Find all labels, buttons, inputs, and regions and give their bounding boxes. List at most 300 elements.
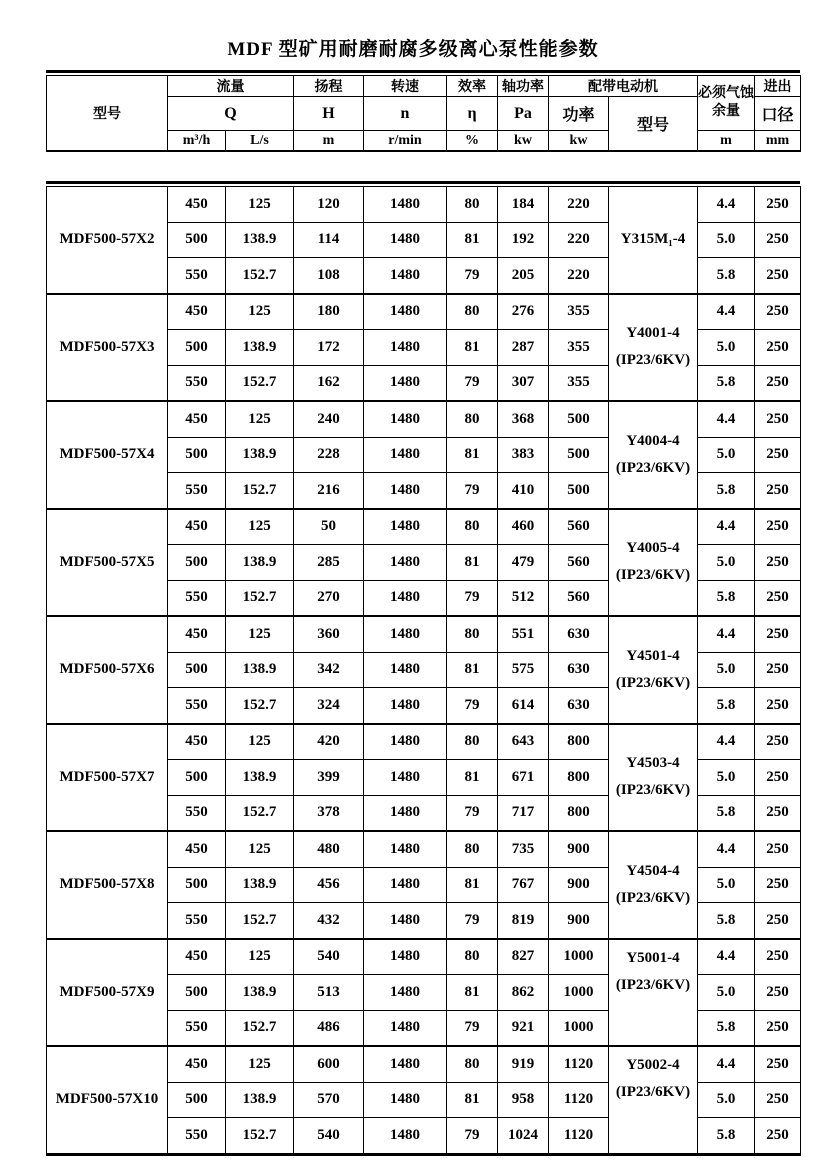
diameter-cell: 250 (755, 1082, 801, 1118)
motor-power-cell: 1120 (549, 1046, 609, 1082)
flow-m3h-cell: 550 (168, 473, 226, 509)
speed-cell: 1480 (364, 580, 447, 616)
col-header-motor-group: 配带电动机 (549, 76, 698, 97)
shaft-power-cell: 383 (498, 437, 549, 473)
shaft-power-cell: 614 (498, 688, 549, 724)
speed-cell: 1480 (364, 903, 447, 939)
efficiency-cell: 79 (447, 1118, 498, 1155)
shaft-power-cell: 287 (498, 330, 549, 366)
flow-ls-cell: 152.7 (226, 1118, 294, 1155)
speed-cell: 1480 (364, 724, 447, 760)
unit-flow-ls: L/s (226, 131, 294, 152)
symbol-speed-n: n (364, 97, 447, 131)
npsh-cell: 5.8 (698, 365, 755, 401)
unit-efficiency-pct: % (447, 131, 498, 152)
speed-cell: 1480 (364, 473, 447, 509)
diameter-cell: 250 (755, 652, 801, 688)
unit-flow-m3h: m³/h (168, 131, 226, 152)
flow-m3h-cell: 450 (168, 294, 226, 330)
head-cell: 360 (294, 616, 364, 652)
efficiency-cell: 80 (447, 831, 498, 867)
efficiency-cell: 79 (447, 795, 498, 831)
speed-cell: 1480 (364, 294, 447, 330)
diameter-cell: 250 (755, 616, 801, 652)
col-header-pump-model: 型号 (47, 76, 168, 152)
data-table-top-rule (46, 181, 800, 1156)
diameter-cell: 250 (755, 294, 801, 330)
flow-m3h-cell: 500 (168, 760, 226, 796)
flow-m3h-cell: 550 (168, 795, 226, 831)
efficiency-cell: 80 (447, 187, 498, 223)
flow-ls-cell: 152.7 (226, 258, 294, 294)
motor-model-line: Y315M₁-4 (620, 231, 686, 248)
flow-m3h-cell: 550 (168, 580, 226, 616)
pump-data-row (47, 1046, 801, 1082)
header-table (46, 75, 801, 152)
npsh-cell: 4.4 (698, 1046, 755, 1082)
flow-ls-cell: 152.7 (226, 365, 294, 401)
motor-power-cell: 560 (549, 580, 609, 616)
head-cell: 480 (294, 831, 364, 867)
symbol-head-h: H (294, 97, 364, 131)
motor-model-line: (IP23/6KV) (615, 1084, 691, 1100)
motor-model-line: Y4503-4 (626, 755, 680, 772)
efficiency-cell: 79 (447, 258, 498, 294)
speed-cell: 1480 (364, 187, 447, 223)
speed-cell: 1480 (364, 365, 447, 401)
flow-m3h-cell: 500 (168, 437, 226, 473)
flow-ls-cell: 125 (226, 724, 294, 760)
speed-cell: 1480 (364, 258, 447, 294)
motor-power-cell: 220 (549, 258, 609, 294)
diameter-cell: 250 (755, 473, 801, 509)
shaft-power-cell: 827 (498, 939, 549, 975)
flow-m3h-cell: 500 (168, 867, 226, 903)
unit-head-m: m (294, 131, 364, 152)
head-cell: 180 (294, 294, 364, 330)
motor-power-cell: 1000 (549, 1010, 609, 1046)
npsh-cell: 5.0 (698, 330, 755, 366)
npsh-cell: 5.0 (698, 222, 755, 258)
shaft-power-cell: 717 (498, 795, 549, 831)
flow-ls-cell: 125 (226, 831, 294, 867)
speed-cell: 1480 (364, 975, 447, 1011)
motor-model-line: (IP23/6KV) (615, 567, 691, 584)
motor-power-cell: 560 (549, 545, 609, 581)
motor-power-cell: 900 (549, 831, 609, 867)
flow-m3h-cell: 550 (168, 258, 226, 294)
shaft-power-cell: 919 (498, 1046, 549, 1082)
motor-model-line: (IP23/6KV) (615, 352, 691, 369)
col-header-inlet-outlet-line1: 进出 (755, 76, 801, 97)
shaft-power-cell: 551 (498, 616, 549, 652)
efficiency-cell: 79 (447, 365, 498, 401)
pump-data-row (47, 187, 801, 223)
speed-cell: 1480 (364, 831, 447, 867)
pump-model-cell: MDF500-57X3 (47, 294, 168, 402)
motor-model-cell (609, 724, 698, 832)
head-cell: 162 (294, 365, 364, 401)
head-cell: 108 (294, 258, 364, 294)
efficiency-cell: 81 (447, 222, 498, 258)
flow-ls-cell: 125 (226, 187, 294, 223)
motor-model-line: (IP23/6KV) (615, 889, 691, 906)
flow-ls-cell: 152.7 (226, 688, 294, 724)
motor-model-line: Y5001-4 (626, 949, 680, 966)
npsh-cell: 4.4 (698, 831, 755, 867)
motor-model-cell (609, 831, 698, 939)
diameter-cell: 250 (755, 831, 801, 867)
shaft-power-cell: 307 (498, 365, 549, 401)
speed-cell: 1480 (364, 1046, 447, 1082)
npsh-cell: 4.4 (698, 724, 755, 760)
motor-model-cell (609, 401, 698, 509)
speed-cell: 1480 (364, 1082, 447, 1118)
shaft-power-cell: 276 (498, 294, 549, 330)
pump-model-cell: MDF500-57X10 (47, 1046, 168, 1154)
pump-table-body (47, 187, 801, 1155)
flow-m3h-cell: 450 (168, 724, 226, 760)
efficiency-cell: 80 (447, 724, 498, 760)
shaft-power-cell: 460 (498, 509, 549, 545)
motor-power-cell: 500 (549, 473, 609, 509)
diameter-cell: 250 (755, 795, 801, 831)
diameter-cell: 250 (755, 580, 801, 616)
diameter-cell: 250 (755, 688, 801, 724)
pump-model-cell: MDF500-57X7 (47, 724, 168, 832)
npsh-cell: 5.0 (698, 867, 755, 903)
flow-ls-cell: 138.9 (226, 867, 294, 903)
diameter-cell: 250 (755, 724, 801, 760)
flow-ls-cell: 138.9 (226, 652, 294, 688)
npsh-cell: 5.8 (698, 1118, 755, 1155)
flow-ls-cell: 138.9 (226, 975, 294, 1011)
npsh-cell: 5.8 (698, 688, 755, 724)
diameter-cell: 250 (755, 939, 801, 975)
motor-power-cell: 560 (549, 509, 609, 545)
motor-power-cell: 355 (549, 294, 609, 330)
npsh-cell: 4.4 (698, 939, 755, 975)
shaft-power-cell: 192 (498, 222, 549, 258)
flow-ls-cell: 125 (226, 294, 294, 330)
speed-cell: 1480 (364, 939, 447, 975)
shaft-power-cell: 368 (498, 401, 549, 437)
pump-data-row (47, 831, 801, 867)
motor-power-cell: 900 (549, 867, 609, 903)
efficiency-cell: 79 (447, 903, 498, 939)
flow-ls-cell: 138.9 (226, 222, 294, 258)
head-cell: 324 (294, 688, 364, 724)
speed-cell: 1480 (364, 1010, 447, 1046)
unit-npsh-m: m (698, 131, 755, 152)
diameter-cell: 250 (755, 187, 801, 223)
flow-m3h-cell: 450 (168, 616, 226, 652)
npsh-cell: 5.8 (698, 473, 755, 509)
head-cell: 50 (294, 509, 364, 545)
flow-m3h-cell: 450 (168, 831, 226, 867)
header-table-top-rule (46, 70, 800, 152)
npsh-cell: 4.4 (698, 509, 755, 545)
motor-power-cell: 1000 (549, 939, 609, 975)
efficiency-cell: 81 (447, 652, 498, 688)
shaft-power-cell: 410 (498, 473, 549, 509)
motor-power-cell: 355 (549, 365, 609, 401)
diameter-cell: 250 (755, 1010, 801, 1046)
motor-power-cell: 800 (549, 724, 609, 760)
efficiency-cell: 79 (447, 580, 498, 616)
symbol-efficiency-eta: η (447, 97, 498, 131)
flow-ls-cell: 138.9 (226, 545, 294, 581)
diameter-cell: 250 (755, 365, 801, 401)
motor-power-cell: 220 (549, 187, 609, 223)
flow-m3h-cell: 550 (168, 365, 226, 401)
motor-model-cell (609, 1046, 698, 1154)
col-header-speed: 转速 (364, 76, 447, 97)
motor-model-line: Y4504-4 (626, 862, 680, 879)
page-title: MDF 型矿用耐磨耐腐多级离心泵性能参数 (227, 39, 599, 60)
speed-cell: 1480 (364, 222, 447, 258)
shaft-power-cell: 1024 (498, 1118, 549, 1155)
head-cell: 240 (294, 401, 364, 437)
npsh-cell: 5.8 (698, 795, 755, 831)
pump-data-row (47, 939, 801, 975)
efficiency-cell: 81 (447, 437, 498, 473)
shaft-power-cell: 575 (498, 652, 549, 688)
head-cell: 270 (294, 580, 364, 616)
npsh-cell: 4.4 (698, 294, 755, 330)
motor-power-cell: 1000 (549, 975, 609, 1011)
col-header-inlet-outlet-line2: 口径 (755, 97, 801, 131)
head-cell: 486 (294, 1010, 364, 1046)
flow-ls-cell: 125 (226, 509, 294, 545)
flow-ls-cell: 152.7 (226, 795, 294, 831)
motor-power-cell: 800 (549, 760, 609, 796)
flow-ls-cell: 125 (226, 616, 294, 652)
flow-m3h-cell: 450 (168, 509, 226, 545)
shaft-power-cell: 184 (498, 187, 549, 223)
unit-shaft-power-kw: kw (498, 131, 549, 152)
flow-ls-cell: 152.7 (226, 473, 294, 509)
motor-model-line: Y4005-4 (626, 540, 680, 557)
flow-m3h-cell: 450 (168, 401, 226, 437)
flow-m3h-cell: 450 (168, 187, 226, 223)
npsh-cell: 4.4 (698, 401, 755, 437)
flow-m3h-cell: 500 (168, 330, 226, 366)
tables-container (46, 70, 800, 1156)
motor-model-line: (IP23/6KV) (615, 782, 691, 799)
unit-motor-power-kw: kw (549, 131, 609, 152)
shaft-power-cell: 512 (498, 580, 549, 616)
pump-model-cell: MDF500-57X6 (47, 616, 168, 724)
pump-data-row (47, 401, 801, 437)
npsh-cell: 5.0 (698, 760, 755, 796)
head-cell: 420 (294, 724, 364, 760)
diameter-cell: 250 (755, 258, 801, 294)
motor-model-cell (609, 294, 698, 402)
efficiency-cell: 81 (447, 867, 498, 903)
header-row-groups (47, 76, 801, 97)
npsh-cell: 5.8 (698, 903, 755, 939)
diameter-cell: 250 (755, 760, 801, 796)
motor-model-cell (609, 939, 698, 1047)
head-cell: 540 (294, 939, 364, 975)
motor-model-cell (609, 509, 698, 617)
motor-model-cell (609, 616, 698, 724)
flow-ls-cell: 125 (226, 401, 294, 437)
motor-power-cell: 500 (549, 401, 609, 437)
motor-model-line: (IP23/6KV) (615, 674, 691, 691)
head-cell: 540 (294, 1118, 364, 1155)
symbol-flow-q: Q (168, 97, 294, 131)
motor-power-cell: 630 (549, 652, 609, 688)
motor-model-line: (IP23/6KV) (615, 459, 691, 476)
efficiency-cell: 81 (447, 545, 498, 581)
npsh-cell: 5.8 (698, 1010, 755, 1046)
shaft-power-cell: 958 (498, 1082, 549, 1118)
motor-power-cell: 500 (549, 437, 609, 473)
pump-data-table (46, 186, 801, 1156)
npsh-cell: 5.0 (698, 437, 755, 473)
pump-data-row (47, 616, 801, 652)
speed-cell: 1480 (364, 437, 447, 473)
speed-cell: 1480 (364, 760, 447, 796)
speed-cell: 1480 (364, 401, 447, 437)
motor-power-cell: 900 (549, 903, 609, 939)
npsh-cell: 5.0 (698, 545, 755, 581)
flow-ls-cell: 138.9 (226, 1082, 294, 1118)
flow-m3h-cell: 500 (168, 545, 226, 581)
motor-power-cell: 1120 (549, 1082, 609, 1118)
flow-m3h-cell: 550 (168, 903, 226, 939)
npsh-cell: 5.0 (698, 1082, 755, 1118)
efficiency-cell: 79 (447, 688, 498, 724)
speed-cell: 1480 (364, 509, 447, 545)
motor-power-cell: 355 (549, 330, 609, 366)
diameter-cell: 250 (755, 867, 801, 903)
head-cell: 172 (294, 330, 364, 366)
motor-model-line: Y4001-4 (626, 325, 680, 342)
speed-cell: 1480 (364, 688, 447, 724)
flow-m3h-cell: 450 (168, 1046, 226, 1082)
npsh-cell: 4.4 (698, 616, 755, 652)
head-cell: 399 (294, 760, 364, 796)
speed-cell: 1480 (364, 795, 447, 831)
flow-m3h-cell: 500 (168, 1082, 226, 1118)
flow-ls-cell: 152.7 (226, 903, 294, 939)
head-cell: 342 (294, 652, 364, 688)
motor-power-cell: 220 (549, 222, 609, 258)
flow-ls-cell: 138.9 (226, 330, 294, 366)
diameter-cell: 250 (755, 975, 801, 1011)
head-cell: 285 (294, 545, 364, 581)
flow-ls-cell: 138.9 (226, 437, 294, 473)
pump-data-row (47, 724, 801, 760)
efficiency-cell: 81 (447, 330, 498, 366)
pump-model-cell: MDF500-57X9 (47, 939, 168, 1047)
efficiency-cell: 80 (447, 1046, 498, 1082)
col-header-efficiency: 效率 (447, 76, 498, 97)
efficiency-cell: 80 (447, 616, 498, 652)
npsh-cell: 4.4 (698, 187, 755, 223)
diameter-cell: 250 (755, 1118, 801, 1155)
flow-m3h-cell: 550 (168, 1010, 226, 1046)
efficiency-cell: 81 (447, 760, 498, 796)
motor-model-line: Y5002-4 (626, 1057, 680, 1073)
shaft-power-cell: 671 (498, 760, 549, 796)
shaft-power-cell: 205 (498, 258, 549, 294)
flow-m3h-cell: 450 (168, 939, 226, 975)
flow-ls-cell: 125 (226, 939, 294, 975)
symbol-shaft-power-pa: Pa (498, 97, 549, 131)
speed-cell: 1480 (364, 330, 447, 366)
flow-m3h-cell: 500 (168, 975, 226, 1011)
flow-ls-cell: 138.9 (226, 760, 294, 796)
head-cell: 378 (294, 795, 364, 831)
diameter-cell: 250 (755, 1046, 801, 1082)
efficiency-cell: 81 (447, 975, 498, 1011)
speed-cell: 1480 (364, 616, 447, 652)
speed-cell: 1480 (364, 545, 447, 581)
diameter-cell: 250 (755, 330, 801, 366)
head-cell: 432 (294, 903, 364, 939)
diameter-cell: 250 (755, 545, 801, 581)
pump-data-row (47, 509, 801, 545)
motor-model-cell (609, 187, 698, 294)
motor-power-cell: 630 (549, 688, 609, 724)
unit-speed-rpm: r/min (364, 131, 447, 152)
diameter-cell: 250 (755, 509, 801, 545)
efficiency-cell: 80 (447, 939, 498, 975)
flow-ls-cell: 152.7 (226, 1010, 294, 1046)
pump-model-cell: MDF500-57X5 (47, 509, 168, 617)
pump-model-cell: MDF500-57X2 (47, 187, 168, 294)
flow-m3h-cell: 500 (168, 222, 226, 258)
motor-model-line: Y4501-4 (626, 647, 680, 664)
motor-power-cell: 630 (549, 616, 609, 652)
diameter-cell: 250 (755, 903, 801, 939)
npsh-cell: 5.0 (698, 975, 755, 1011)
npsh-cell: 5.8 (698, 580, 755, 616)
head-cell: 456 (294, 867, 364, 903)
head-cell: 216 (294, 473, 364, 509)
npsh-cell: 5.0 (698, 652, 755, 688)
motor-model-line: Y4004-4 (626, 432, 680, 449)
shaft-power-cell: 479 (498, 545, 549, 581)
diameter-cell: 250 (755, 222, 801, 258)
diameter-cell: 250 (755, 401, 801, 437)
pump-model-cell: MDF500-57X8 (47, 831, 168, 939)
shaft-power-cell: 921 (498, 1010, 549, 1046)
shaft-power-cell: 862 (498, 975, 549, 1011)
flow-ls-cell: 152.7 (226, 580, 294, 616)
head-cell: 600 (294, 1046, 364, 1082)
head-cell: 114 (294, 222, 364, 258)
efficiency-cell: 80 (447, 294, 498, 330)
shaft-power-cell: 643 (498, 724, 549, 760)
col-header-npsh: 必须气蚀余量 (698, 76, 755, 131)
shaft-power-cell: 767 (498, 867, 549, 903)
flow-m3h-cell: 550 (168, 688, 226, 724)
motor-model-line: (IP23/6KV) (615, 976, 691, 993)
head-cell: 570 (294, 1082, 364, 1118)
unit-inlet-outlet-mm: mm (755, 131, 801, 152)
head-cell: 513 (294, 975, 364, 1011)
col-header-flow: 流量 (168, 76, 294, 97)
efficiency-cell: 79 (447, 473, 498, 509)
head-cell: 228 (294, 437, 364, 473)
diameter-cell: 250 (755, 437, 801, 473)
pump-data-row (47, 294, 801, 330)
